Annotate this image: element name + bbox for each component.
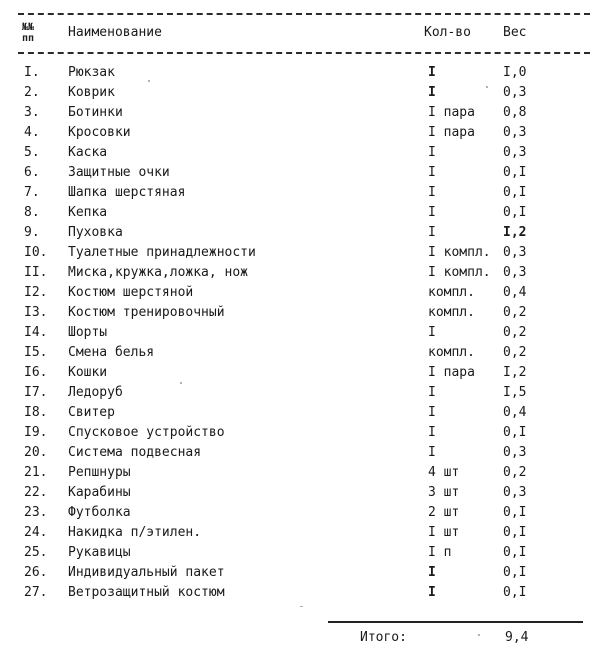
- item-name: Каска: [68, 145, 108, 160]
- header-number-top: №№: [22, 22, 35, 33]
- list-item: [0, 543, 600, 563]
- item-weight: 0,4: [503, 405, 527, 420]
- item-weight: 0,I: [503, 205, 527, 220]
- item-quantity: I пара: [428, 125, 475, 140]
- item-name: Ледоруб: [68, 385, 123, 400]
- item-quantity: компл.: [428, 345, 475, 360]
- item-name: Свитер: [68, 405, 115, 420]
- item-quantity: I п: [428, 545, 452, 560]
- item-name: Спусковое устройство: [68, 425, 225, 440]
- item-number: 8.: [24, 205, 40, 220]
- header-dashed-rule: [18, 52, 590, 54]
- item-quantity: I: [428, 585, 436, 600]
- item-quantity: I: [428, 385, 436, 400]
- item-weight: 0,4: [503, 285, 527, 300]
- item-name: Кросовки: [68, 125, 131, 140]
- item-weight: 0,I: [503, 545, 527, 560]
- item-weight: 0,3: [503, 125, 527, 140]
- item-weight: 0,2: [503, 325, 527, 340]
- list-item: [0, 483, 600, 503]
- item-quantity: I: [428, 65, 436, 80]
- list-item: [0, 423, 600, 443]
- item-weight: 0,I: [503, 165, 527, 180]
- item-quantity: компл.: [428, 285, 475, 300]
- item-quantity: I: [428, 145, 436, 160]
- header-number-bottom: пп: [22, 33, 35, 44]
- item-name: Индивидуальный пакет: [68, 565, 225, 580]
- item-quantity: 2 шт: [428, 505, 460, 520]
- item-quantity: I: [428, 225, 436, 240]
- list-item: [0, 323, 600, 343]
- item-name: Коврик: [68, 85, 115, 100]
- item-name: Система подвесная: [68, 445, 202, 460]
- item-name: Карабины: [68, 485, 131, 500]
- list-item: [0, 143, 600, 163]
- item-name: Смена белья: [68, 345, 155, 360]
- scan-speck: [478, 634, 480, 636]
- item-weight: I,5: [503, 385, 527, 400]
- scan-speck: [148, 80, 150, 82]
- item-quantity: I пара: [428, 365, 475, 380]
- list-item: [0, 223, 600, 243]
- list-item: [0, 463, 600, 483]
- list-item: [0, 203, 600, 223]
- list-item: [0, 163, 600, 183]
- item-number: I6.: [24, 365, 48, 380]
- item-weight: I,2: [503, 225, 527, 240]
- item-number: I3.: [24, 305, 48, 320]
- list-item: [0, 343, 600, 363]
- item-number: I5.: [24, 345, 48, 360]
- item-number: 24.: [24, 525, 48, 540]
- item-name: Шапка шерстяная: [68, 185, 186, 200]
- list-item: [0, 183, 600, 203]
- item-name: Защитные очки: [68, 165, 170, 180]
- item-weight: 0,8: [503, 105, 527, 120]
- item-number: 3.: [24, 105, 40, 120]
- list-item: [0, 83, 600, 103]
- item-weight: 0,3: [503, 245, 527, 260]
- item-number: I4.: [24, 325, 48, 340]
- item-quantity: I: [428, 445, 436, 460]
- item-quantity: I: [428, 325, 436, 340]
- item-number: II.: [24, 265, 48, 280]
- item-weight: I,0: [503, 65, 527, 80]
- list-item: [0, 283, 600, 303]
- item-number: 22.: [24, 485, 48, 500]
- item-name: Ветрозащитный костюм: [68, 585, 225, 600]
- item-name: Миска,кружка,ложка, нож: [68, 265, 249, 280]
- item-quantity: I компл.: [428, 265, 491, 280]
- header-number-column: [22, 22, 44, 44]
- list-item: [0, 383, 600, 403]
- header-weight-column: Вес: [503, 25, 527, 40]
- item-weight: 0,I: [503, 525, 527, 540]
- item-quantity: компл.: [428, 305, 475, 320]
- header-quantity-column: Кол-во: [424, 25, 471, 40]
- item-number: 20.: [24, 445, 48, 460]
- item-name: Костюм тренировочный: [68, 305, 225, 320]
- item-quantity: 3 шт: [428, 485, 460, 500]
- item-weight: 0,I: [503, 565, 527, 580]
- item-weight: I,2: [503, 365, 527, 380]
- header-name-column: Наименование: [68, 25, 162, 40]
- item-name: Кошки: [68, 365, 108, 380]
- item-name: Рюкзак: [68, 65, 115, 80]
- total-rule: [328, 621, 583, 623]
- item-quantity: 4 шт: [428, 465, 460, 480]
- item-number: I9.: [24, 425, 48, 440]
- item-weight: 0,3: [503, 445, 527, 460]
- item-name: Пуховка: [68, 225, 123, 240]
- item-weight: 0,3: [503, 485, 527, 500]
- item-weight: 0,I: [503, 505, 527, 520]
- list-item: [0, 403, 600, 423]
- item-weight: 0,2: [503, 305, 527, 320]
- list-item: [0, 563, 600, 583]
- item-weight: 0,2: [503, 465, 527, 480]
- list-item: [0, 503, 600, 523]
- item-quantity: I компл.: [428, 245, 491, 260]
- item-name: Костюм шерстяной: [68, 285, 194, 300]
- list-item: [0, 443, 600, 463]
- item-number: 4.: [24, 125, 40, 140]
- item-quantity: I: [428, 565, 436, 580]
- item-name: Футболка: [68, 505, 131, 520]
- item-number: 26.: [24, 565, 48, 580]
- list-item: [0, 243, 600, 263]
- item-quantity: I: [428, 185, 436, 200]
- item-weight: 0,3: [503, 85, 527, 100]
- item-name: Репшнуры: [68, 465, 131, 480]
- list-item: [0, 63, 600, 83]
- item-quantity: I шт: [428, 525, 460, 540]
- item-quantity: I: [428, 205, 436, 220]
- item-number: 7.: [24, 185, 40, 200]
- scan-speck: [180, 382, 182, 384]
- item-quantity: I: [428, 425, 436, 440]
- item-number: I2.: [24, 285, 48, 300]
- item-name: Туалетные принадлежности: [68, 245, 256, 260]
- item-number: 9.: [24, 225, 40, 240]
- item-quantity: I пара: [428, 105, 475, 120]
- item-number: 25.: [24, 545, 48, 560]
- list-item: [0, 103, 600, 123]
- item-weight: 0,2: [503, 345, 527, 360]
- item-weight: 0,I: [503, 425, 527, 440]
- list-item: [0, 123, 600, 143]
- item-number: I0.: [24, 245, 48, 260]
- item-number: 2.: [24, 85, 40, 100]
- item-number: 6.: [24, 165, 40, 180]
- item-name: Шорты: [68, 325, 108, 340]
- scan-speck: [486, 86, 488, 88]
- item-number: 23.: [24, 505, 48, 520]
- list-item: [0, 263, 600, 283]
- item-weight: 0,I: [503, 585, 527, 600]
- item-weight: 0,3: [503, 145, 527, 160]
- item-list: [0, 63, 600, 603]
- item-number: I7.: [24, 385, 48, 400]
- item-number: 5.: [24, 145, 40, 160]
- scan-speck: [300, 606, 303, 607]
- item-number: 27.: [24, 585, 48, 600]
- list-item: [0, 363, 600, 383]
- item-number: I8.: [24, 405, 48, 420]
- item-name: Кепка: [68, 205, 108, 220]
- item-name: Ботинки: [68, 105, 123, 120]
- list-item: [0, 303, 600, 323]
- item-quantity: I: [428, 405, 436, 420]
- item-weight: 0,I: [503, 185, 527, 200]
- table-header: [0, 20, 600, 50]
- item-quantity: I: [428, 165, 436, 180]
- list-item: [0, 583, 600, 603]
- total-value: 9,4: [505, 630, 529, 645]
- item-name: Накидка п/этилен.: [68, 525, 202, 540]
- item-weight: 0,3: [503, 265, 527, 280]
- item-number: 21.: [24, 465, 48, 480]
- item-number: I.: [24, 65, 40, 80]
- item-quantity: I: [428, 85, 436, 100]
- top-dashed-rule: [18, 13, 590, 15]
- item-name: Рукавицы: [68, 545, 131, 560]
- list-item: [0, 523, 600, 543]
- total-label: Итого:: [360, 630, 407, 645]
